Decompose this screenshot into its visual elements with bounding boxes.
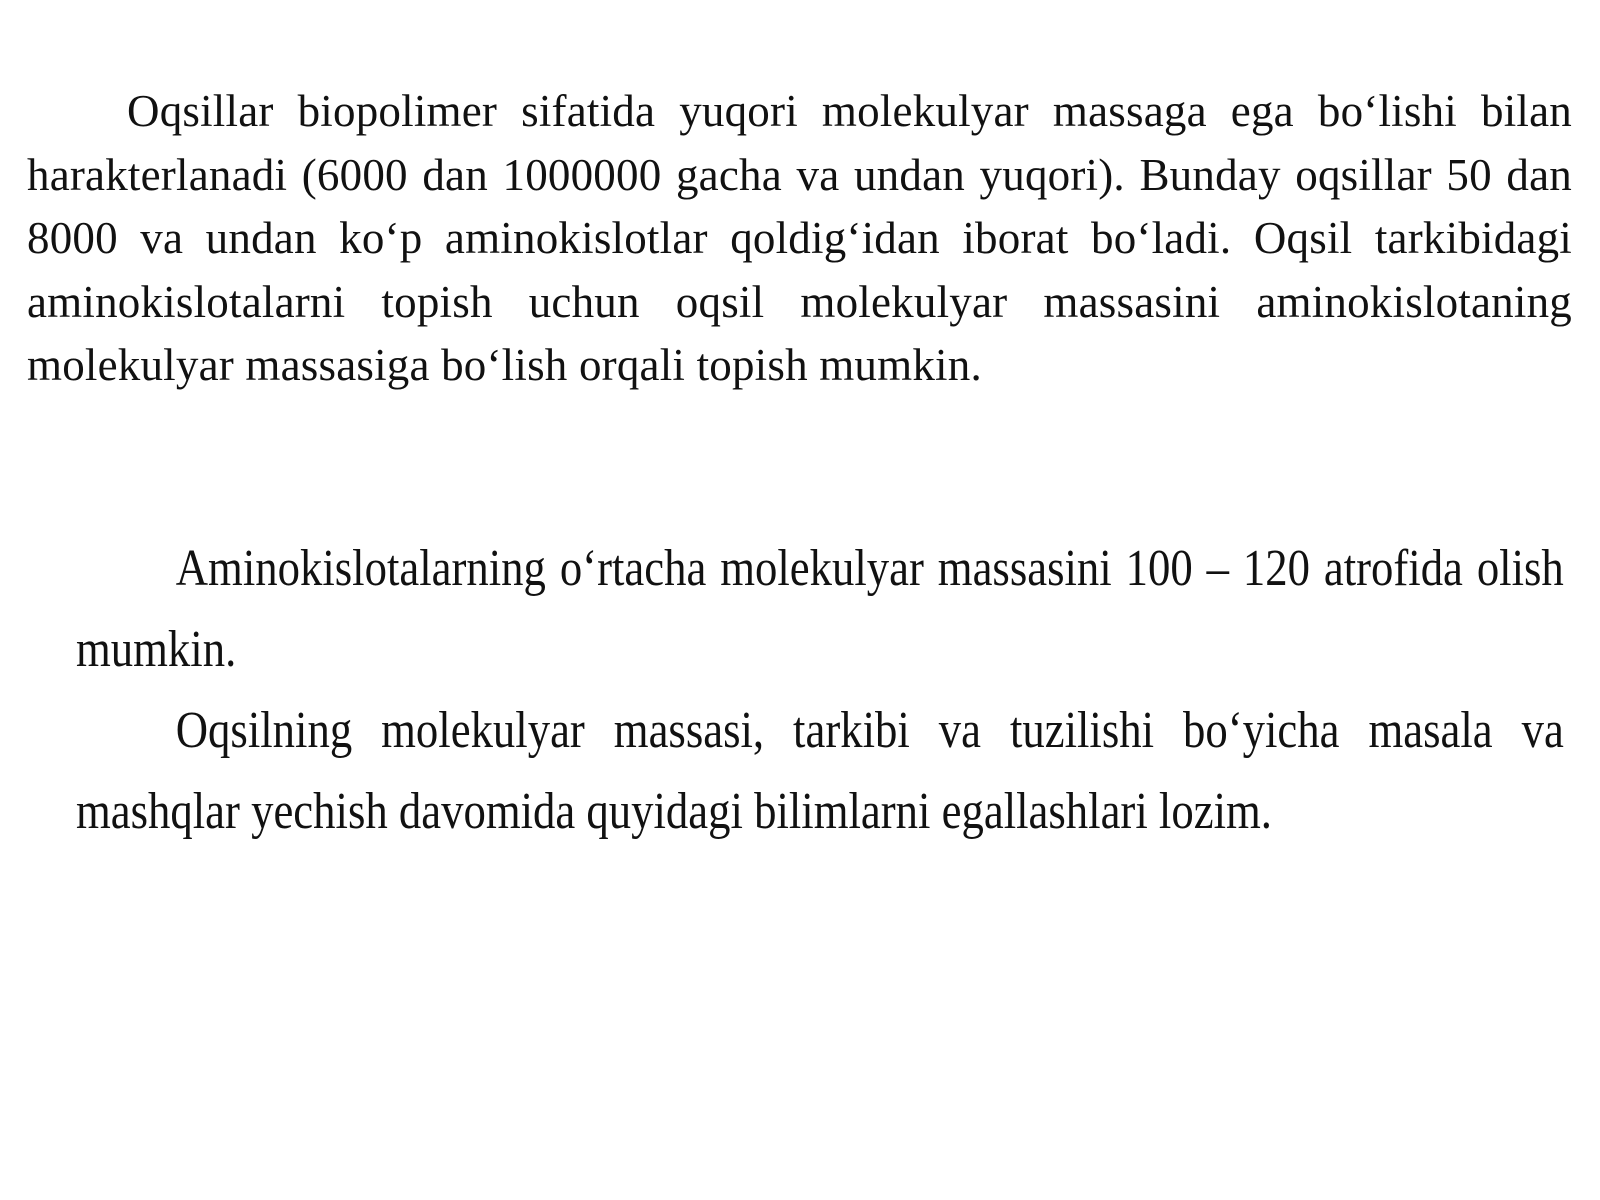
text-block-top [27, 80, 1572, 398]
paragraph-average-mass: Aminokislotalarning o‘rtacha molekulyar massasini 100 – 120 atrofida olish mumkin. [76, 540, 1564, 678]
text-block-bottom [76, 528, 1564, 852]
paragraph-knowledge: Oqsilning molekulyar massasi, tarkibi va tuzilishi bo‘yicha masala va mashqlar yechish davomida quyidagi bilimlarni egallashlari lozim. [76, 702, 1564, 840]
paragraph-molecular-mass: Oqsillar biopolimer sifatida yuqori molekulyar massaga ega bo‘lishi bilan harakterlanadi (6000 dan 1000000 gacha va undan yuqori). Bunday oqsillar 50 dan 8000 va undan ko‘p aminokislotlar qoldig‘idan iborat bo‘ladi. Oqsil tarkibidagi aminokislotalarni topish uchun oqsil molekulyar massasini aminokislotaning molekulyar massasiga bo‘lish orqali topish mumkin. [27, 86, 1572, 390]
